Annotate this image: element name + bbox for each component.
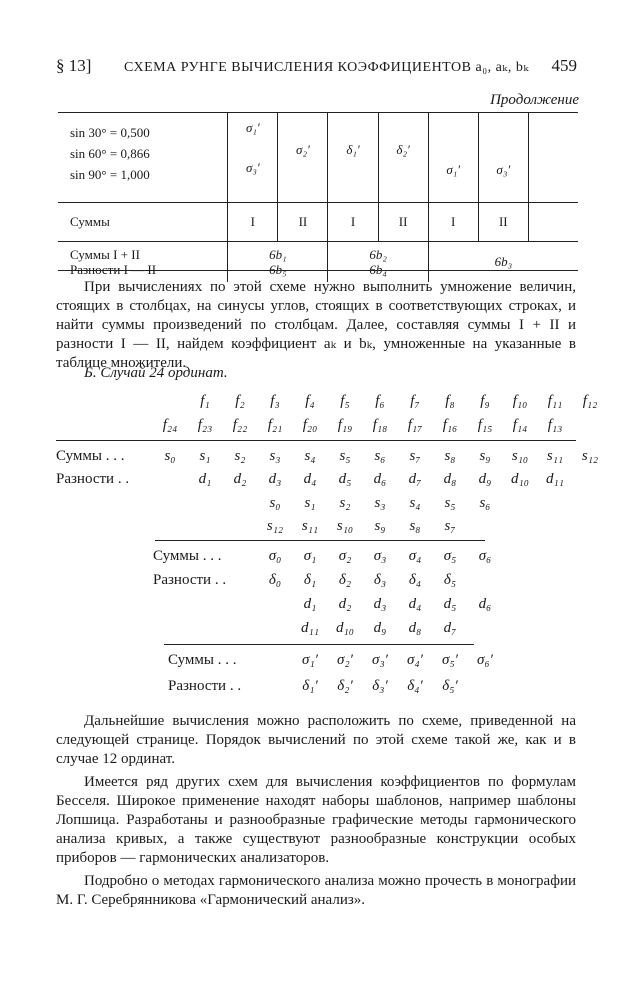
scheme-cell: d₁₁ [301, 620, 319, 636]
case-heading: Б. Случай 24 ординат. [84, 365, 228, 381]
scheme-cell: d₉ [373, 620, 387, 636]
scheme-row-label: Суммы . . . [153, 548, 222, 564]
scheme-cell: s₁₁ [546, 448, 564, 464]
value: 6b₁ [269, 247, 287, 262]
scheme-cell: d₁₀ [336, 620, 354, 636]
scheme-cell: s₆ [374, 448, 386, 464]
scheme-rule [164, 644, 474, 645]
table-cell: δ₂′ [396, 142, 410, 157]
scheme-cell: f₇ [410, 393, 420, 409]
scheme-row-label: Разности . . [153, 572, 227, 588]
scheme-cell: d₁ [198, 471, 212, 487]
scheme-cell: f₂₃ [197, 417, 213, 433]
table-cell: δ₁′ [346, 142, 360, 157]
value: 6b₅ [269, 262, 287, 277]
table-cell [328, 242, 428, 283]
table-cell: σ₁′ [446, 162, 461, 177]
scheme-cell: s₉ [374, 518, 386, 534]
scheme-cell: σ₃′ [372, 652, 388, 668]
scheme-cell: f₈ [445, 393, 455, 409]
scheme-row-label: Суммы . . . [56, 448, 125, 464]
scheme-cell: d₈ [408, 620, 422, 636]
value: 6b₃ [494, 254, 513, 269]
scheme-cell: s₈ [409, 518, 421, 534]
scheme-cell: f₁₁ [547, 393, 563, 409]
table-col-3 [328, 112, 378, 203]
scheme-row-label: Разности . . [56, 471, 130, 487]
scheme-cell: d₆ [373, 471, 387, 487]
scheme-cell: f₃ [270, 393, 280, 409]
paragraph-3 [56, 773, 576, 868]
scheme-cell: σ₀ [268, 548, 282, 564]
scheme-cell: δ₃′ [372, 678, 388, 694]
table-cell: II [278, 203, 328, 242]
sin-values-cell [58, 112, 228, 203]
scheme-cell: σ₁ [303, 548, 317, 564]
sin-line: sin 60° = 0,866 [70, 146, 150, 161]
scheme-cell: s₁₂ [266, 518, 284, 534]
sums-diffs-label [58, 242, 228, 283]
scheme-cell: f₁₈ [372, 417, 388, 433]
scheme-cell: f₆ [375, 393, 385, 409]
scheme-cell: f₂₁ [267, 417, 283, 433]
scheme-cell: δ₃ [373, 572, 387, 588]
scheme-cell: d₆ [478, 596, 492, 612]
table-bottom-rule [58, 270, 578, 271]
scheme-cell: σ₁′ [302, 652, 318, 668]
scheme-cell: s₁ [199, 448, 211, 464]
paragraph-text: Имеется ряд других схем для вычисления коэффициентов по формулам Бесселя. Широкое применение находят наборы шаблонов, например шаблоны Лопшица. Разработаны и разнообразные графические методы гармонического анализа кривых, а также существуют разнообразные конструкции особых приборов — гармонических анализаторов. [56, 774, 576, 866]
scheme-cell: δ₁ [303, 572, 317, 588]
table-cell: II [378, 203, 428, 242]
running-title: СХЕМА РУНГЕ ВЫЧИСЛЕНИЯ КОЭФФИЦИЕНТОВ a₀, aₖ, bₖ [124, 60, 530, 75]
scheme-cell: f₁₆ [442, 417, 458, 433]
scheme-cell: d₁₁ [546, 471, 564, 487]
table-cell: σ₁′ [245, 120, 260, 135]
scheme-cell: s₂ [339, 495, 351, 511]
sums-label: Суммы [58, 203, 228, 242]
scheme-cell: f₂₀ [302, 417, 318, 433]
table-col-7 [528, 112, 578, 203]
table-col-1 [228, 112, 278, 203]
scheme-cell: σ₆′ [477, 652, 493, 668]
scheme-cell: s₄ [409, 495, 421, 511]
scheme-cell: s₁₀ [511, 448, 529, 464]
scheme-cell: f₅ [340, 393, 350, 409]
scheme-cell: σ₅′ [442, 652, 458, 668]
table-cell: I [428, 203, 478, 242]
label-line: Разности I — II [70, 262, 157, 277]
table-col-6 [478, 112, 528, 203]
scheme-cell: δ₁′ [302, 678, 318, 694]
scheme-cell: s₇ [409, 448, 421, 464]
scheme-cell: d₂ [338, 596, 352, 612]
table-col-4 [378, 112, 428, 203]
value: 6b₄ [369, 262, 387, 277]
scheme-cell: δ₅ [443, 572, 457, 588]
paragraph-text: Подробно о методах гармонического анализа можно прочесть в монографии М. Г. Серебрянникова «Гармонический анализ». [56, 873, 576, 908]
scheme-cell: s₅ [444, 495, 456, 511]
scheme-cell: s₄ [304, 448, 316, 464]
table-col-2 [278, 112, 328, 203]
scheme-cell: d₉ [478, 471, 492, 487]
scheme-cell: d₂ [233, 471, 247, 487]
table-cell: II [478, 203, 528, 242]
scheme-cell: s₉ [479, 448, 491, 464]
scheme-rule [155, 540, 485, 541]
scheme-cell: d₅ [443, 596, 457, 612]
value: 6b₂ [369, 247, 387, 262]
label-line: Суммы I + II [70, 247, 140, 262]
section-number: § 13] [56, 56, 92, 75]
scheme-cell: s₁₂ [581, 448, 599, 464]
table-col-5 [428, 112, 478, 203]
paragraph-4 [56, 872, 576, 910]
paragraph-text: Дальнейшие вычисления можно расположить по схеме, приведенной на следующей странице. Порядок вычислений по этой схеме такой же, как и в случае 12 ординат. [56, 713, 576, 767]
scheme-row-label: Суммы . . . [168, 652, 237, 668]
scheme-cell: d₈ [443, 471, 457, 487]
scheme-cell: d₇ [443, 620, 457, 636]
paragraph-2 [56, 712, 576, 769]
scheme-cell: s₃ [374, 495, 386, 511]
scheme-cell: s₅ [339, 448, 351, 464]
scheme-cell: δ₅′ [442, 678, 458, 694]
scheme-cell: f₁₀ [512, 393, 528, 409]
scheme-cell: s₀ [269, 495, 281, 511]
page-number: 459 [551, 56, 577, 75]
scheme-rule [56, 440, 576, 441]
table-cell [428, 242, 578, 283]
scheme-cell: σ₄ [408, 548, 422, 564]
table-cell: σ₃′ [496, 162, 511, 177]
scheme-cell: δ₂ [338, 572, 352, 588]
scheme-cell: d₄ [303, 471, 317, 487]
scheme-cell: s₈ [444, 448, 456, 464]
sin-line: sin 30° = 0,500 [70, 125, 150, 140]
scheme-cell: d₄ [408, 596, 422, 612]
scheme-cell: f₁ [200, 393, 210, 409]
scheme-row-label: Разности . . [168, 678, 242, 694]
scheme-cell: s₆ [479, 495, 491, 511]
scheme-cell: σ₄′ [407, 652, 423, 668]
scheme-cell: d₇ [408, 471, 422, 487]
scheme-cell: f₉ [480, 393, 490, 409]
scheme-cell: f₁₅ [477, 417, 493, 433]
scheme-cell: f₁₃ [547, 417, 563, 433]
scheme-cell: s₁₀ [336, 518, 354, 534]
scheme-cell: δ₂′ [337, 678, 353, 694]
scheme-cell: s₂ [234, 448, 246, 464]
scheme-cell: σ₂ [338, 548, 352, 564]
scheme-cell: δ₄ [408, 572, 422, 588]
scheme-cell: d₁ [303, 596, 317, 612]
scheme-cell: f₂₄ [162, 417, 178, 433]
scheme-cell: f₁₄ [512, 417, 528, 433]
scheme-cell: f₄ [305, 393, 315, 409]
scheme-cell: σ₅ [443, 548, 457, 564]
scheme-cell: s₇ [444, 518, 456, 534]
scheme-cell: σ₃ [373, 548, 387, 564]
table-cell [528, 203, 578, 242]
scheme-cell: s₁₁ [301, 518, 319, 534]
sin-line: sin 90° = 1,000 [70, 167, 150, 182]
scheme-cell: s₀ [164, 448, 176, 464]
table-cell: σ₂′ [296, 142, 310, 157]
scheme-cell: d₃ [373, 596, 387, 612]
paragraph-1 [56, 278, 576, 373]
scheme-cell: σ₂′ [337, 652, 353, 668]
scheme-cell: f₁₇ [407, 417, 423, 433]
scheme-cell: s₁ [304, 495, 316, 511]
scheme-cell: d₁₀ [511, 471, 529, 487]
scheme-cell: s₃ [269, 448, 281, 464]
scheme-cell: f₁₂ [582, 393, 598, 409]
scheme-cell: f₂₂ [232, 417, 248, 433]
scheme-cell: d₅ [338, 471, 352, 487]
scheme-cell: f₂ [235, 393, 245, 409]
table-cell: I [328, 203, 378, 242]
scheme-cell: σ₆ [478, 548, 492, 564]
scheme-cell: δ₀ [268, 572, 282, 588]
table-cell: I [228, 203, 278, 242]
table-cell [228, 242, 328, 283]
scheme-cell: δ₄′ [407, 678, 423, 694]
paragraph-text: При вычислениях по этой схеме нужно выполнить умножение величин, стоящих в столбцах, на синусы углов, стоящих в соответствующих строках, и найти суммы произведений по столбцам. Далее, составляя суммы I + II и разности I — II, найдем коэффициент aₖ и bₖ, умноженные на указанные в таблице множители. [56, 279, 576, 371]
table-cell: σ₃′ [245, 160, 260, 175]
coefficient-table [58, 112, 578, 282]
continuation-label: Продолжение [490, 92, 579, 108]
scheme-cell: d₃ [268, 471, 282, 487]
scheme-cell: f₁₉ [337, 417, 353, 433]
